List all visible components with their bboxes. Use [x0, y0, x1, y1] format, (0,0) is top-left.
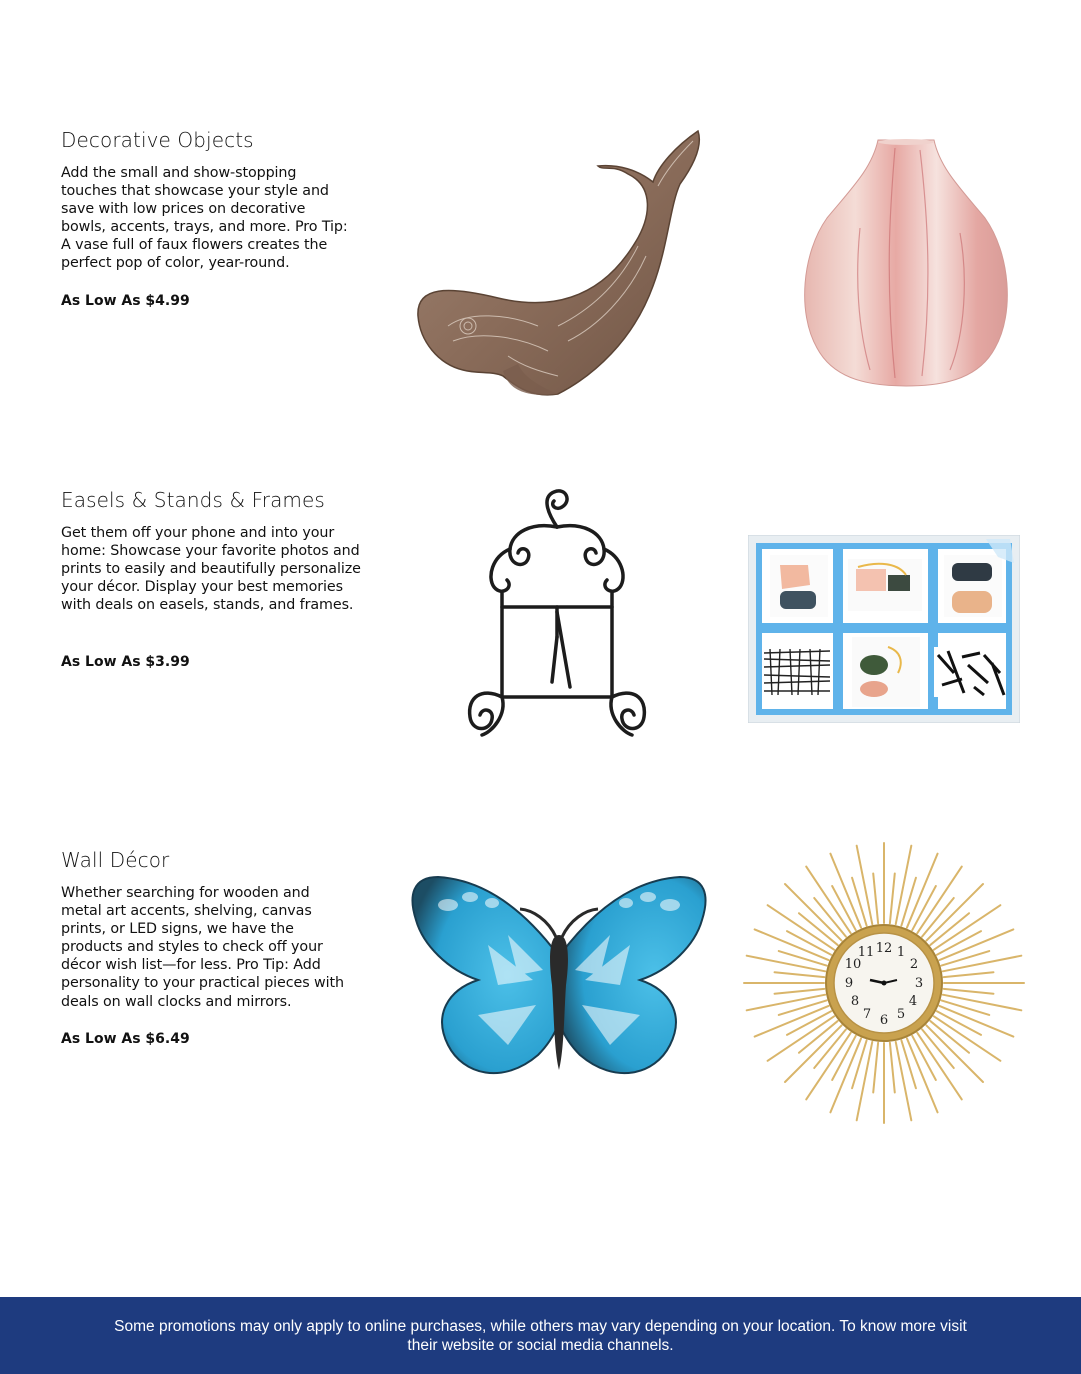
whale-figurine-image: [408, 126, 708, 401]
svg-text:7: 7: [862, 1007, 872, 1022]
clock-ray: [806, 1033, 850, 1100]
clock-ray: [768, 1016, 835, 1060]
footer-disclaimer: Some promotions may only apply to online purchases, while others may vary depending on your location. To know more visit their website or social media channels.: [114, 1318, 967, 1354]
section-title: Wall Décor: [61, 848, 170, 872]
clock-ray: [890, 1043, 895, 1093]
clock-ray: [873, 874, 878, 924]
clock-ray: [943, 956, 1021, 972]
svg-text:3: 3: [914, 976, 924, 991]
svg-text:2: 2: [909, 957, 919, 972]
svg-text:1: 1: [896, 945, 906, 960]
section-easels-stands-frames: [0, 440, 1081, 800]
clock-ray: [917, 1033, 961, 1100]
whale-figurine-icon: [408, 126, 708, 401]
section-text: [61, 848, 361, 1011]
section-title: Decorative Objects: [61, 128, 254, 152]
clock-ray: [873, 1043, 878, 1093]
section-wall-decor: [0, 800, 1081, 1220]
section-description: Get them off your phone and into your home: Showcase your favorite photos and prints to easily and beautifully personalize your décor. Display your best memories with deals on easels, stands, and frames.: [61, 525, 361, 614]
collage-picture-frame-image: [748, 535, 1020, 723]
gold-sunburst-clock-icon: [735, 840, 1033, 1125]
collage-picture-frame-icon: [748, 535, 1020, 723]
svg-text:11: 11: [857, 945, 875, 960]
section-description: Add the small and show-stopping touches that showcase your style and save with low prices on decorative bowls, accents, trays, and more. Pro Tip: A vase full of faux flowers creates the perfect pop of color, year-round.: [61, 165, 348, 272]
section-title: Easels & Stands & Frames: [61, 488, 325, 512]
clock-ray: [785, 884, 842, 941]
clock-ray: [775, 972, 825, 977]
clock-ray: [926, 1025, 983, 1082]
section-price: As Low As $6.49: [61, 1031, 190, 1047]
section-price: As Low As $3.99: [61, 654, 190, 670]
section-decorative-objects: [0, 0, 1081, 440]
clock-ray: [896, 846, 912, 924]
clock-ray: [890, 874, 895, 924]
clock-ray: [747, 995, 825, 1011]
clock-ray: [896, 1042, 912, 1120]
promo-footer: [0, 1297, 1081, 1374]
section-price: As Low As $4.99: [61, 293, 190, 309]
gold-sunburst-clock-image: [735, 840, 1033, 1125]
blue-butterfly-wall-art-image: [408, 875, 710, 1090]
svg-text:5: 5: [896, 1007, 906, 1022]
svg-text:10: 10: [844, 957, 862, 972]
svg-text:9: 9: [844, 976, 854, 991]
clock-ray: [857, 1042, 873, 1120]
clock-ray: [747, 956, 825, 972]
clock-ray: [857, 846, 873, 924]
svg-text:6: 6: [879, 1013, 889, 1028]
clock-ray: [806, 867, 850, 934]
pink-glass-vase-icon: [800, 138, 1012, 388]
clock-ray: [944, 989, 994, 994]
clock-ray: [944, 972, 994, 977]
section-text: [61, 488, 361, 614]
blue-butterfly-icon: [408, 875, 710, 1090]
scroll-plate-easel-image: [462, 487, 652, 742]
clock-ray: [934, 1016, 1001, 1060]
clock-ray: [943, 995, 1021, 1011]
svg-text:8: 8: [850, 994, 860, 1009]
clock-ray: [785, 1025, 842, 1082]
section-description: Whether searching for wooden and metal art accents, shelving, canvas prints, or LED signs, we have the products and styles to check off your décor wish list—for less. Pro Tip: Add personality to your practical pieces with deals on wall clocks and mirrors.: [61, 885, 344, 1010]
clock-ray: [917, 867, 961, 934]
pink-glass-vase-image: [800, 138, 1012, 388]
clock-ray: [768, 905, 835, 949]
clock-ray: [934, 905, 1001, 949]
svg-text:4: 4: [908, 994, 918, 1009]
clock-ray: [775, 989, 825, 994]
svg-text:12: 12: [875, 941, 893, 956]
clock-ray: [926, 884, 983, 941]
scroll-plate-easel-icon: [462, 487, 652, 742]
section-text: [61, 128, 361, 273]
